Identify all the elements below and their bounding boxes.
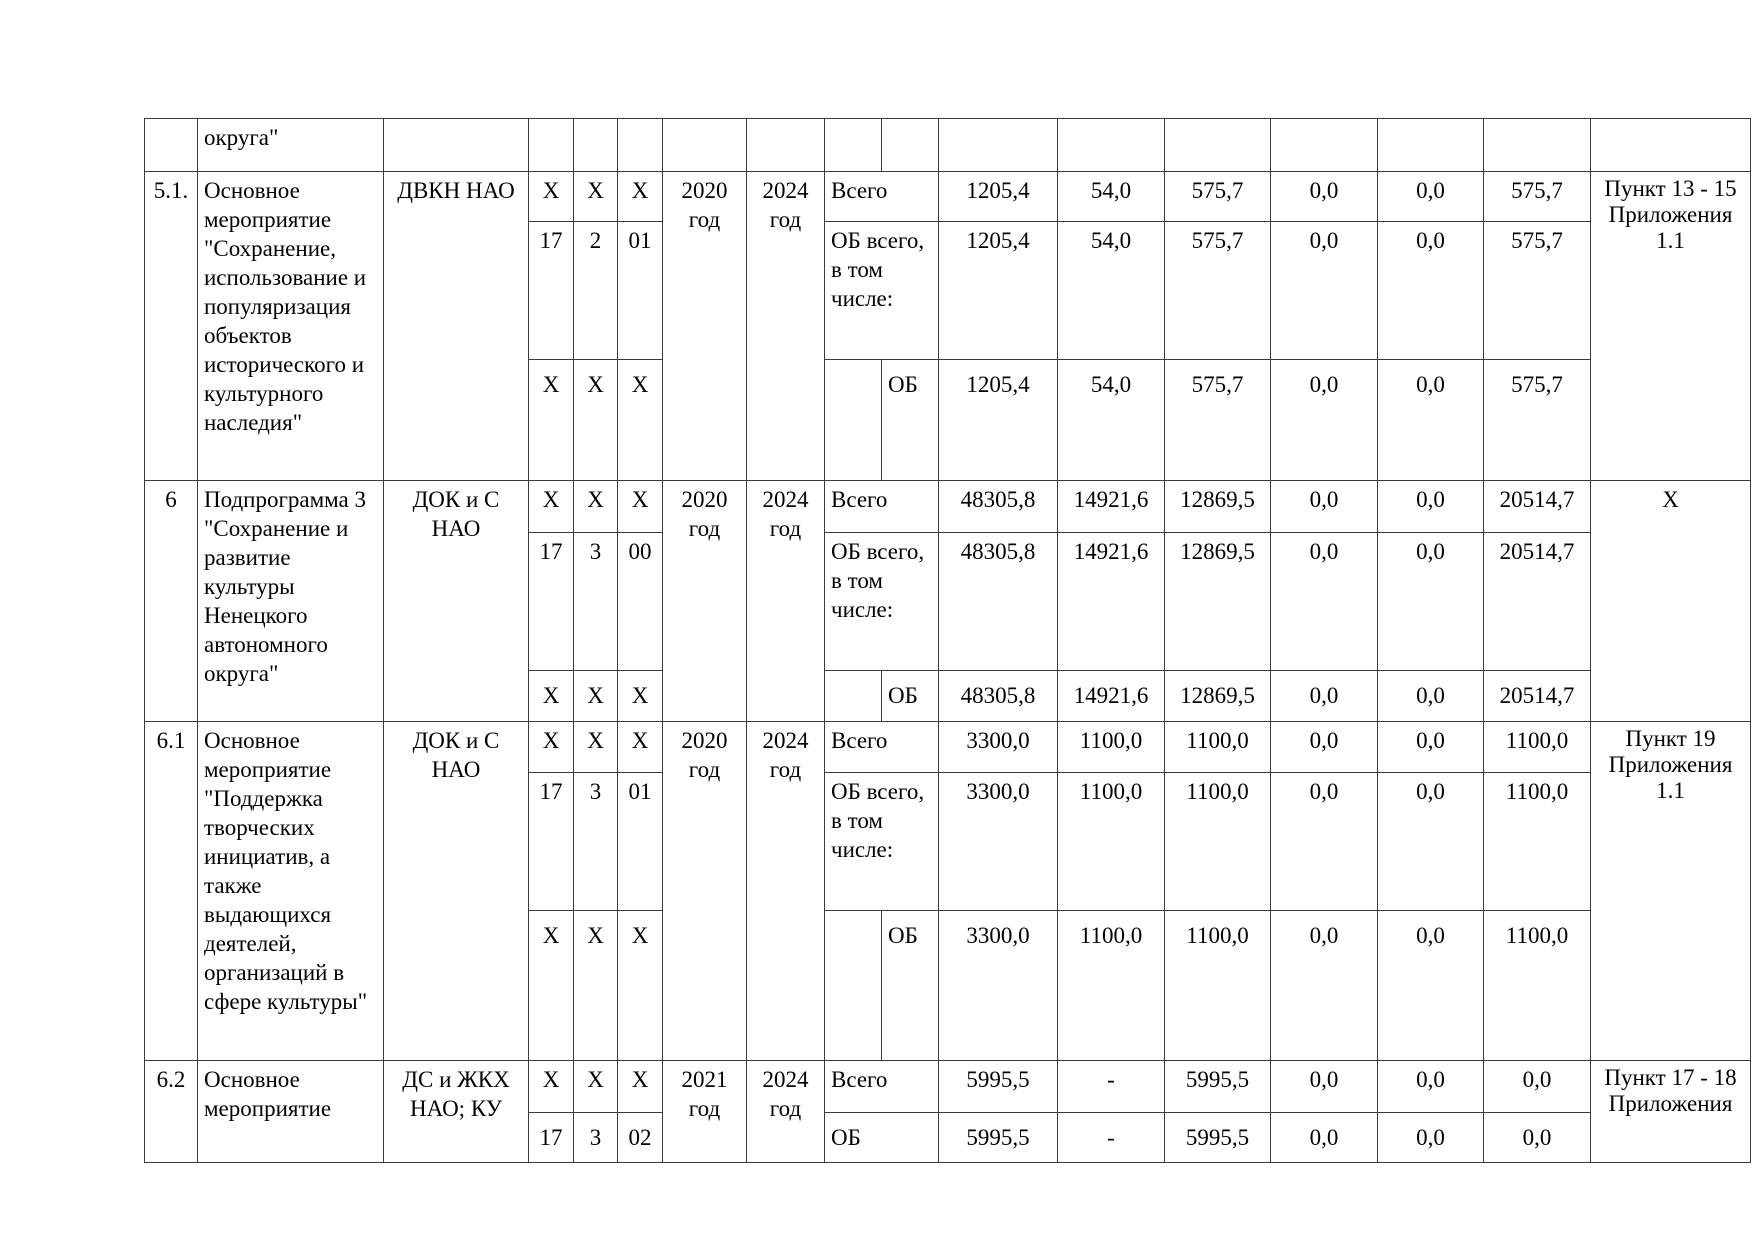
source-label: Всего <box>825 722 939 773</box>
link-cell: X <box>1591 481 1751 722</box>
value-cell: 48305,8 <box>939 533 1058 671</box>
code-cell: X <box>574 360 618 481</box>
value-cell: 5995,5 <box>939 1113 1058 1163</box>
value-cell: 0,0 <box>1378 172 1484 222</box>
row-number: 6.1 <box>145 722 198 1061</box>
table-row <box>145 722 1751 773</box>
value-cell: 0,0 <box>1378 222 1484 360</box>
value-cell: 0,0 <box>1378 1061 1484 1113</box>
value-cell: 3300,0 <box>939 911 1058 1061</box>
value-cell: 3300,0 <box>939 722 1058 773</box>
code-cell: X <box>618 1061 663 1113</box>
value-cell: 1205,4 <box>939 360 1058 481</box>
value-cell: 575,7 <box>1165 222 1271 360</box>
value-cell: 1205,4 <box>939 222 1058 360</box>
value-cell: 12869,5 <box>1165 533 1271 671</box>
value-cell: 575,7 <box>1484 360 1591 481</box>
value-cell: 20514,7 <box>1484 533 1591 671</box>
value-cell: 0,0 <box>1271 222 1378 360</box>
value-cell: 12869,5 <box>1165 481 1271 533</box>
value-cell: 1100,0 <box>1058 773 1165 911</box>
value-cell: 0,0 <box>1271 722 1378 773</box>
value-cell: 575,7 <box>1165 172 1271 222</box>
value-cell: 5995,5 <box>939 1061 1058 1113</box>
value-cell: 1100,0 <box>1058 911 1165 1061</box>
name-cell: Основное мероприятие "Поддержка творческих инициатив, а также выдающихся деятелей, организаций в сфере культуры" <box>198 722 384 1061</box>
value-cell: 1100,0 <box>1165 773 1271 911</box>
code-cell: X <box>529 360 574 481</box>
value-cell: 0,0 <box>1271 360 1378 481</box>
code-cell: X <box>618 360 663 481</box>
value-cell: - <box>1058 1113 1165 1163</box>
value-cell: 5995,5 <box>1165 1113 1271 1163</box>
code-cell: X <box>574 911 618 1061</box>
value-cell: 3300,0 <box>939 773 1058 911</box>
code-cell: X <box>574 172 618 222</box>
code-cell: X <box>529 481 574 533</box>
value-cell: 0,0 <box>1484 1113 1591 1163</box>
value-cell: 0,0 <box>1378 360 1484 481</box>
end-year: 2024 год <box>747 722 825 1061</box>
value-cell: - <box>1058 1061 1165 1113</box>
link-cell: Пункт 17 - 18 Приложения <box>1591 1061 1751 1163</box>
source-label: ОБ <box>882 360 939 481</box>
row-number: 6 <box>145 481 198 722</box>
code-cell: X <box>574 671 618 722</box>
table-row <box>145 172 1751 222</box>
name-cell: Основное мероприятие <box>198 1061 384 1163</box>
link-cell: Пункт 13 - 15 Приложения 1.1 <box>1591 172 1751 481</box>
value-cell: 575,7 <box>1484 172 1591 222</box>
value-cell: 0,0 <box>1271 533 1378 671</box>
value-cell: 1100,0 <box>1484 722 1591 773</box>
value-cell: 575,7 <box>1165 360 1271 481</box>
end-year: 2024 год <box>747 481 825 722</box>
code-cell: X <box>574 1061 618 1113</box>
source-label: ОБ <box>882 671 939 722</box>
end-year: 2024 год <box>747 1061 825 1163</box>
code-cell: 01 <box>618 773 663 911</box>
source-label: ОБ всего, в том числе: <box>825 533 939 671</box>
code-cell: X <box>618 911 663 1061</box>
value-cell: 14921,6 <box>1058 671 1165 722</box>
value-cell: 54,0 <box>1058 222 1165 360</box>
value-cell: 0,0 <box>1484 1061 1591 1113</box>
value-cell: 0,0 <box>1378 911 1484 1061</box>
value-cell: 0,0 <box>1378 481 1484 533</box>
value-cell: 0,0 <box>1378 722 1484 773</box>
value-cell: 14921,6 <box>1058 481 1165 533</box>
source-label: ОБ всего, в том числе: <box>825 222 939 360</box>
code-cell: X <box>574 722 618 773</box>
value-cell: 0,0 <box>1271 172 1378 222</box>
value-cell: 14921,6 <box>1058 533 1165 671</box>
executor-cell: ДВКН НАО <box>384 172 529 481</box>
code-cell: X <box>529 911 574 1061</box>
start-year: 2021 год <box>663 1061 747 1163</box>
code-cell: 2 <box>574 222 618 360</box>
code-cell: X <box>529 722 574 773</box>
row-number: 5.1. <box>145 172 198 481</box>
code-cell: 17 <box>529 773 574 911</box>
code-cell: X <box>618 722 663 773</box>
value-cell: 1100,0 <box>1484 911 1591 1061</box>
code-cell: 17 <box>529 1113 574 1163</box>
code-cell: X <box>529 172 574 222</box>
value-cell: 0,0 <box>1378 1113 1484 1163</box>
program-finance-table <box>144 118 1751 1163</box>
name-cell: округа" <box>198 119 384 172</box>
value-cell: 0,0 <box>1378 773 1484 911</box>
value-cell: 54,0 <box>1058 360 1165 481</box>
table-row <box>145 481 1751 533</box>
executor-cell: ДОК и С НАО <box>384 481 529 722</box>
value-cell: 48305,8 <box>939 671 1058 722</box>
code-cell: 3 <box>574 533 618 671</box>
source-label: Всего <box>825 481 939 533</box>
row-number: 6.2 <box>145 1061 198 1163</box>
code-cell: 17 <box>529 533 574 671</box>
code-cell: 17 <box>529 222 574 360</box>
value-cell: 12869,5 <box>1165 671 1271 722</box>
value-cell: 20514,7 <box>1484 481 1591 533</box>
code-cell: X <box>529 1061 574 1113</box>
table-row <box>145 1061 1751 1113</box>
start-year: 2020 год <box>663 722 747 1061</box>
value-cell: 0,0 <box>1271 1113 1378 1163</box>
executor-cell: ДОК и С НАО <box>384 722 529 1061</box>
source-label: ОБ <box>825 1113 939 1163</box>
value-cell: 5995,5 <box>1165 1061 1271 1113</box>
value-cell: 1100,0 <box>1484 773 1591 911</box>
code-cell: 3 <box>574 1113 618 1163</box>
value-cell: 1100,0 <box>1165 911 1271 1061</box>
value-cell: 20514,7 <box>1484 671 1591 722</box>
code-cell: X <box>618 671 663 722</box>
value-cell: 1100,0 <box>1165 722 1271 773</box>
value-cell: 1205,4 <box>939 172 1058 222</box>
value-cell: 575,7 <box>1484 222 1591 360</box>
value-cell: 0,0 <box>1271 1061 1378 1113</box>
value-cell: 0,0 <box>1271 481 1378 533</box>
value-cell: 0,0 <box>1271 911 1378 1061</box>
code-cell: X <box>618 481 663 533</box>
end-year: 2024 год <box>747 172 825 481</box>
source-label: ОБ <box>882 911 939 1061</box>
code-cell: X <box>618 172 663 222</box>
code-cell: 01 <box>618 222 663 360</box>
code-cell: X <box>529 671 574 722</box>
value-cell: 1100,0 <box>1058 722 1165 773</box>
code-cell: 02 <box>618 1113 663 1163</box>
source-label: Всего <box>825 1061 939 1113</box>
link-cell: Пункт 19 Приложения 1.1 <box>1591 722 1751 1061</box>
name-cell: Основное мероприятие "Сохранение, использование и популяризация объектов исторического и культурного наследия" <box>198 172 384 481</box>
start-year: 2020 год <box>663 172 747 481</box>
value-cell: 0,0 <box>1271 773 1378 911</box>
value-cell: 0,0 <box>1271 671 1378 722</box>
executor-cell: ДС и ЖКХ НАО; КУ <box>384 1061 529 1163</box>
table-row <box>145 119 1751 172</box>
name-cell: Подпрограмма 3 "Сохранение и развитие культуры Ненецкого автономного округа" <box>198 481 384 722</box>
value-cell: 0,0 <box>1378 671 1484 722</box>
value-cell: 48305,8 <box>939 481 1058 533</box>
source-label: Всего <box>825 172 939 222</box>
value-cell: 0,0 <box>1378 533 1484 671</box>
start-year: 2020 год <box>663 481 747 722</box>
source-label: ОБ всего, в том числе: <box>825 773 939 911</box>
value-cell: 54,0 <box>1058 172 1165 222</box>
code-cell: 3 <box>574 773 618 911</box>
code-cell: 00 <box>618 533 663 671</box>
code-cell: X <box>574 481 618 533</box>
